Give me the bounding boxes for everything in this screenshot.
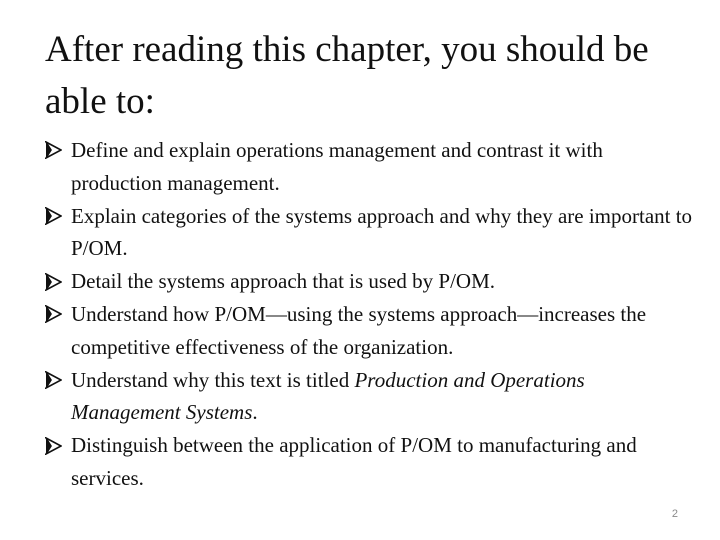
objective-item bbox=[45, 298, 695, 364]
objective-item bbox=[45, 429, 695, 495]
objectives-list bbox=[45, 134, 695, 495]
objective-item bbox=[45, 200, 695, 266]
objective-text-segment: Understand how P/OM—using the systems approach—increases the competitive effectiveness of the organization. bbox=[71, 301, 647, 359]
objective-text-segment: Define and explain operations management and contrast it with production management. bbox=[71, 138, 603, 195]
objective-text-segment: . bbox=[252, 400, 258, 425]
arrow-bullet-icon bbox=[45, 298, 67, 331]
objective-text bbox=[71, 368, 585, 425]
objective-text bbox=[71, 433, 637, 490]
objective-text bbox=[71, 269, 495, 293]
arrow-bullet-icon bbox=[45, 429, 67, 462]
objective-item bbox=[45, 265, 695, 298]
arrow-bullet-icon bbox=[45, 200, 67, 233]
slide-title: After reading this chapter, you should be able to: bbox=[45, 29, 649, 122]
objective-text-segment: Detail the systems approach that is used by P/OM. bbox=[71, 269, 496, 294]
objective-text bbox=[71, 302, 646, 359]
arrow-bullet-icon bbox=[45, 265, 67, 298]
objective-text-segment: Distinguish between the application of P/OM to manufacturing and services. bbox=[71, 433, 637, 490]
arrow-bullet-icon bbox=[45, 134, 67, 167]
objective-item bbox=[45, 134, 695, 200]
objective-item bbox=[45, 364, 695, 430]
objective-text-segment: Explain categories of the systems approach and why they are important to P/OM. bbox=[71, 203, 693, 261]
objective-text bbox=[71, 138, 603, 195]
page-number: 2 bbox=[671, 508, 678, 520]
arrow-bullet-icon bbox=[45, 364, 67, 397]
objective-text-segment: Understand why this text is titled bbox=[71, 367, 355, 392]
italic-title-text: Production and Operations Management Systems bbox=[71, 367, 585, 425]
objective-text bbox=[71, 204, 692, 261]
